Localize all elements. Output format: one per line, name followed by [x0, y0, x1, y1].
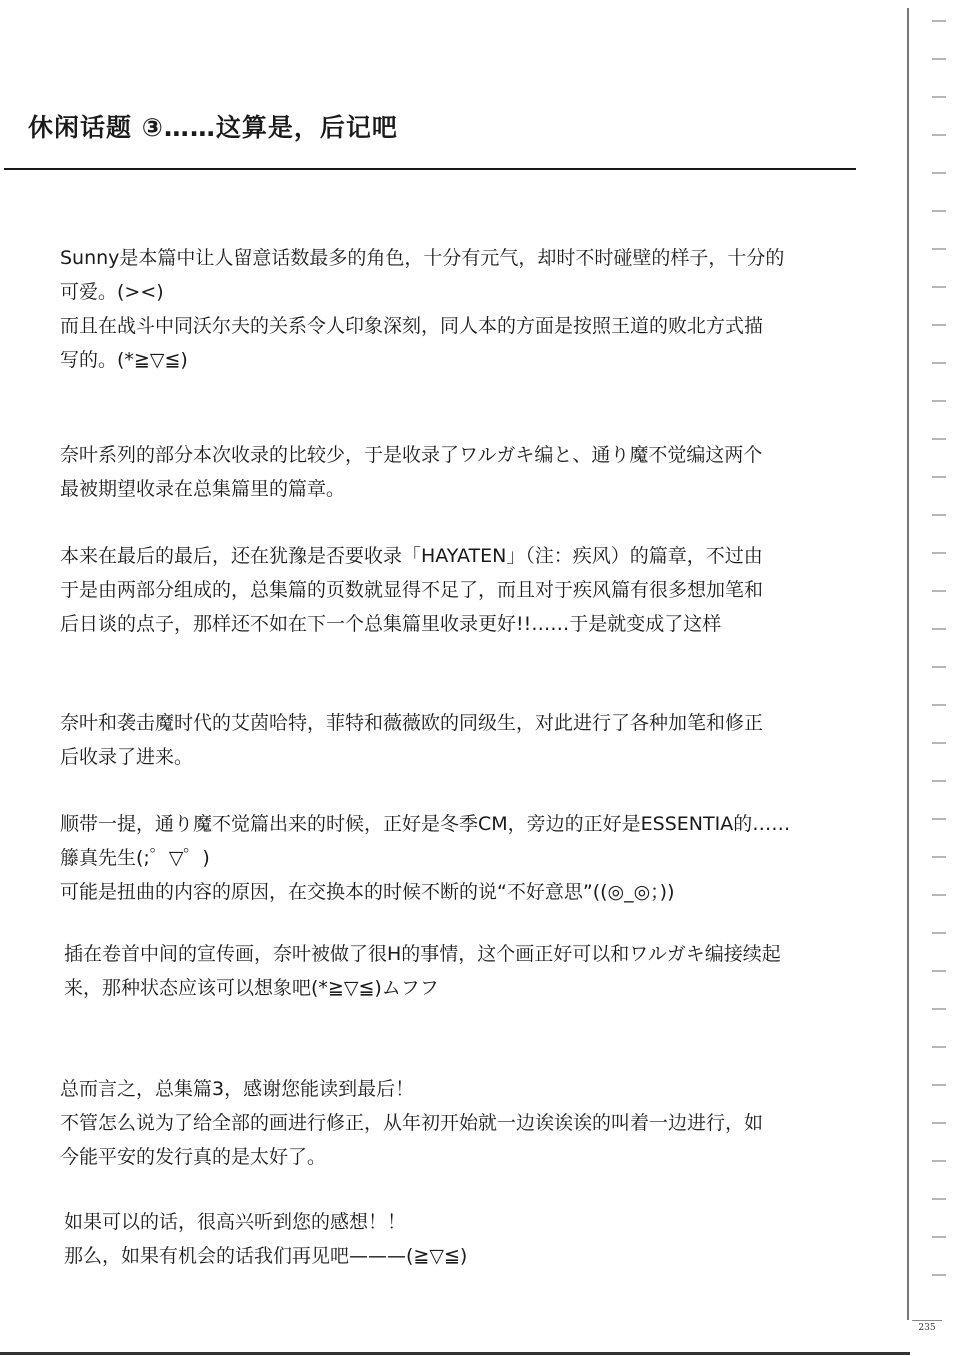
page-title: 休闲话题 ③……这算是，后记吧 [28, 113, 398, 142]
text-line: 后日谈的点子，那样还不如在下一个总集篇里收录更好!!……于是就变成了这样 [60, 613, 722, 635]
text-line: 写的。(*≧▽≦) [60, 349, 188, 371]
text-line: 本来在最后的最后，还在犹豫是否要收录「HAYATEN」（注：疾风）的篇章，不过由 [60, 545, 763, 567]
text-line: 最被期望收录在总集篇里的篇章。 [60, 478, 346, 500]
text-line: 于是由两部分组成的，总集篇的页数就显得不足了，而且对于疾风篇有很多想加笔和 [60, 579, 764, 601]
title-underline [4, 168, 856, 170]
text-line: 总而言之，总集篇3，感谢您能读到最后！ [60, 1078, 415, 1100]
text-line: 籐真先生(;゜▽゜) [60, 847, 210, 869]
text-line: 顺带一提，通り魔不觉篇出来的时候，正好是冬季CM，旁边的正好是ESSENTIA的…… [60, 813, 791, 835]
paragraph-5 [60, 807, 790, 909]
margin-tick-marks [932, 20, 946, 1310]
paragraph-3 [60, 539, 763, 641]
paragraph-8 [64, 1205, 467, 1273]
text-line: 而且在战斗中同沃尔夫的关系令人印象深刻，同人本的方面是按照王道的败北方式描 [60, 315, 764, 337]
text-line: 来，那种状态应该可以想象吧(*≧▽≦)ムフフ [64, 977, 439, 999]
text-line: 不管怎么说为了给全部的画进行修正，从年初开始就一边诶诶诶的叫着一边进行，如 [60, 1112, 764, 1134]
page-number: 235 [912, 1320, 942, 1335]
text-line: Sunny是本篇中让人留意话数最多的角色，十分有元气，却时不时碰壁的样子，十分的 [60, 247, 785, 269]
paragraph-2 [60, 438, 762, 506]
bottom-rule [0, 1352, 910, 1355]
text-line: 那么，如果有机会的话我们再见吧———(≧▽≦) [64, 1245, 468, 1267]
text-line: 插在卷首中间的宣传画，奈叶被做了很H的事情，这个画正好可以和ワルガキ编接续起 [64, 943, 781, 965]
margin-divider [907, 8, 909, 1320]
text-line: 后收录了进来。 [60, 746, 194, 768]
paragraph-4 [60, 706, 763, 774]
paragraph-1 [60, 241, 784, 377]
text-line: 奈叶和袭击魔时代的艾茵哈特，菲特和薇薇欧的同级生，对此进行了各种加笔和修正 [60, 712, 764, 734]
paragraph-6 [64, 937, 781, 1005]
text-line: 今能平安的发行真的是太好了。 [60, 1146, 327, 1168]
text-line: 可能是扭曲的内容的原因，在交换本的时候不断的说“不好意思”((◎_◎；)) [60, 881, 675, 903]
text-line: 如果可以的话，很高兴听到您的感想！！ [64, 1211, 407, 1233]
text-line: 可爱。(><) [60, 281, 164, 303]
paragraph-7 [60, 1072, 763, 1174]
text-line: 奈叶系列的部分本次收录的比较少，于是收录了ワルガキ编と、通り魔不觉编这两个 [60, 444, 763, 466]
